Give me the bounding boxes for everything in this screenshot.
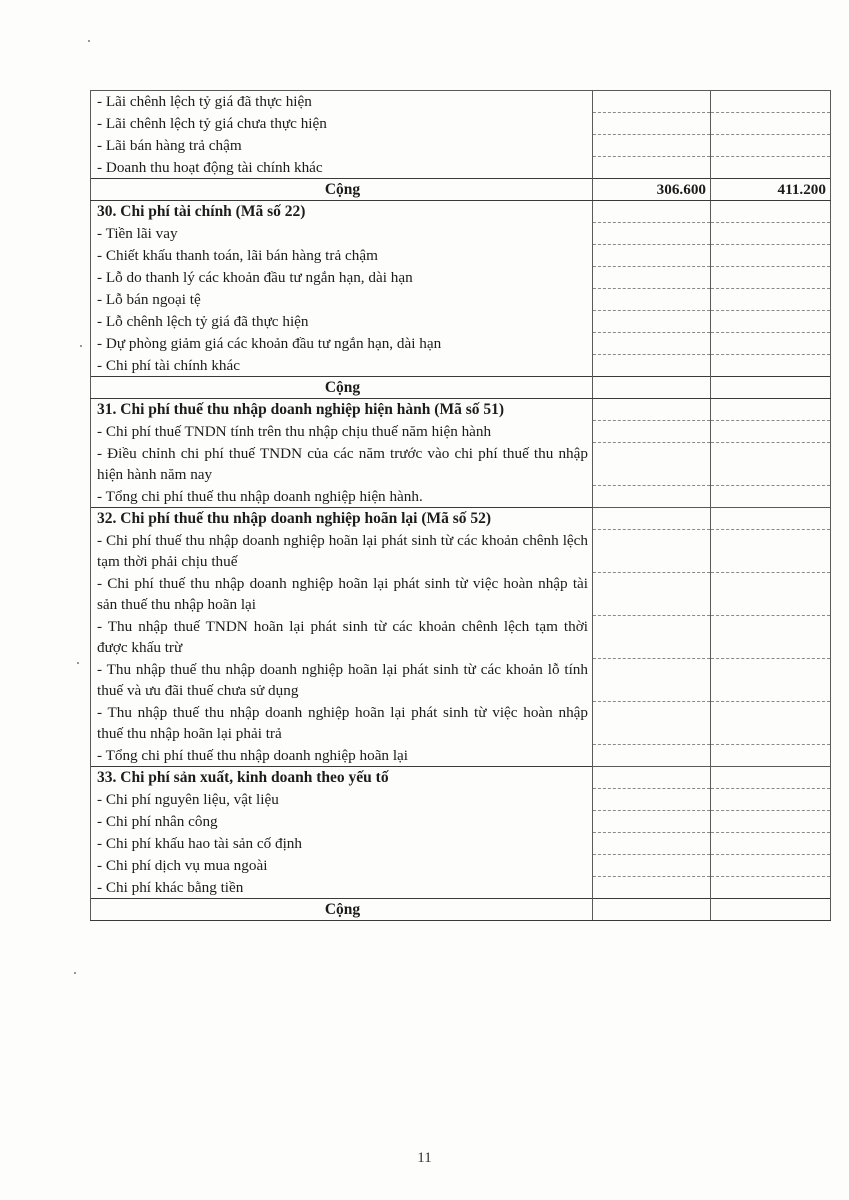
value-cell-current <box>593 855 711 877</box>
value-cell-current <box>593 311 711 333</box>
value-cell-current <box>593 267 711 289</box>
value-cell-previous <box>711 355 831 377</box>
row-label: - Lãi chênh lệch tỷ giá chưa thực hiện <box>91 113 593 135</box>
page-number: 11 <box>417 1150 432 1166</box>
row-label: - Chi phí nguyên liệu, vật liệu <box>91 789 593 811</box>
total-row <box>91 377 831 399</box>
row-label: - Lỗ bán ngoại tệ <box>91 289 593 311</box>
value-cell-previous <box>711 659 831 702</box>
total-label: Cộng <box>91 377 593 399</box>
value-cell-current <box>593 355 711 377</box>
total-label: Cộng <box>91 899 593 921</box>
value-cell-current <box>593 113 711 135</box>
value-cell-current <box>593 702 711 745</box>
value-cell-previous <box>711 421 831 443</box>
table-row <box>91 745 831 767</box>
table-row <box>91 811 831 833</box>
row-label: - Lãi bán hàng trả chậm <box>91 135 593 157</box>
value-cell-current <box>593 877 711 899</box>
value-cell-current <box>593 443 711 486</box>
value-cell-previous <box>711 135 831 157</box>
value-cell-current <box>593 616 711 659</box>
table-row <box>91 113 831 135</box>
row-label: - Doanh thu hoạt động tài chính khác <box>91 157 593 179</box>
value-cell-current <box>593 789 711 811</box>
value-cell-current <box>593 91 711 113</box>
row-label: - Thu nhập thuế thu nhập doanh nghiệp hoãn lại phát sinh từ việc hoàn nhập thuế thu nhập hoãn lại phải trả <box>91 702 593 745</box>
scan-speck <box>77 662 79 664</box>
table-row <box>91 702 831 745</box>
row-label: - Chi phí nhân công <box>91 811 593 833</box>
row-label: - Lỗ do thanh lý các khoản đầu tư ngắn hạn, dài hạn <box>91 267 593 289</box>
row-label: - Chi phí khác bằng tiền <box>91 877 593 899</box>
row-label: - Thu nhập thuế TNDN hoãn lại phát sinh từ các khoản chênh lệch tạm thời được khấu trừ <box>91 616 593 659</box>
total-value-previous <box>711 377 831 399</box>
total-value-current <box>593 377 711 399</box>
table-row <box>91 223 831 245</box>
table-row <box>91 833 831 855</box>
value-cell-previous <box>711 289 831 311</box>
row-label: - Chi phí tài chính khác <box>91 355 593 377</box>
section-heading-row <box>91 508 831 530</box>
value-cell-previous <box>711 267 831 289</box>
row-label: - Tiền lãi vay <box>91 223 593 245</box>
table-row <box>91 245 831 267</box>
total-label: Cộng <box>91 179 593 201</box>
row-label: - Lỗ chênh lệch tỷ giá đã thực hiện <box>91 311 593 333</box>
value-cell-current <box>593 745 711 767</box>
table-row <box>91 789 831 811</box>
value-cell-previous <box>711 573 831 616</box>
value-cell-previous <box>711 201 831 223</box>
table-row <box>91 135 831 157</box>
value-cell-previous <box>711 855 831 877</box>
row-label: - Thu nhập thuế thu nhập doanh nghiệp hoãn lại phát sinh từ các khoản lỗ tính thuế và ưu đãi thuế chưa sử dụng <box>91 659 593 702</box>
financial-notes-table <box>90 90 831 921</box>
value-cell-current <box>593 659 711 702</box>
total-value-previous: 411.200 <box>711 179 831 201</box>
total-value-previous <box>711 899 831 921</box>
value-cell-previous <box>711 399 831 421</box>
section-heading: 32. Chi phí thuế thu nhập doanh nghiệp hoãn lại (Mã số 52) <box>91 508 593 530</box>
table-row <box>91 530 831 573</box>
table-row <box>91 659 831 702</box>
value-cell-previous <box>711 767 831 789</box>
row-label: - Lãi chênh lệch tỷ giá đã thực hiện <box>91 91 593 113</box>
row-label: - Điều chỉnh chi phí thuế TNDN của các năm trước vào chi phí thuế thu nhập hiện hành năm nay <box>91 443 593 486</box>
row-label: - Tổng chi phí thuế thu nhập doanh nghiệp hoãn lại <box>91 745 593 767</box>
value-cell-previous <box>711 702 831 745</box>
value-cell-previous <box>711 157 831 179</box>
table-row <box>91 443 831 486</box>
row-label: - Dự phòng giảm giá các khoản đầu tư ngắn hạn, dài hạn <box>91 333 593 355</box>
value-cell-current <box>593 399 711 421</box>
value-cell-previous <box>711 311 831 333</box>
value-cell-previous <box>711 91 831 113</box>
table-row <box>91 573 831 616</box>
table-row <box>91 157 831 179</box>
value-cell-current <box>593 811 711 833</box>
value-cell-current <box>593 157 711 179</box>
row-label: - Chi phí thuế TNDN tính trên thu nhập chịu thuế năm hiện hành <box>91 421 593 443</box>
total-row <box>91 899 831 921</box>
value-cell-current <box>593 201 711 223</box>
scan-speck <box>88 40 90 42</box>
scan-speck <box>74 972 76 974</box>
value-cell-current <box>593 508 711 530</box>
section-heading: 33. Chi phí sản xuất, kinh doanh theo yếu tố <box>91 767 593 789</box>
total-row <box>91 179 831 201</box>
value-cell-previous <box>711 223 831 245</box>
row-label: - Chi phí thuế thu nhập doanh nghiệp hoãn lại phát sinh từ các khoản chênh lệch tạm thời phải chịu thuế <box>91 530 593 573</box>
value-cell-current <box>593 289 711 311</box>
value-cell-current <box>593 421 711 443</box>
value-cell-previous <box>711 333 831 355</box>
value-cell-previous <box>711 877 831 899</box>
row-label: - Chiết khấu thanh toán, lãi bán hàng trả chậm <box>91 245 593 267</box>
section-heading: 30. Chi phí tài chính (Mã số 22) <box>91 201 593 223</box>
value-cell-current <box>593 573 711 616</box>
value-cell-previous <box>711 745 831 767</box>
row-label: - Chi phí dịch vụ mua ngoài <box>91 855 593 877</box>
table-row <box>91 355 831 377</box>
value-cell-previous <box>711 789 831 811</box>
table-row <box>91 311 831 333</box>
value-cell-current <box>593 245 711 267</box>
section-heading: 31. Chi phí thuế thu nhập doanh nghiệp hiện hành (Mã số 51) <box>91 399 593 421</box>
table-row <box>91 91 831 113</box>
table-row <box>91 486 831 508</box>
section-heading-row <box>91 399 831 421</box>
value-cell-current <box>593 333 711 355</box>
value-cell-previous <box>711 245 831 267</box>
row-label: - Chi phí thuế thu nhập doanh nghiệp hoãn lại phát sinh từ việc hoàn nhập tài sản thuế thu nhập hoãn lại <box>91 573 593 616</box>
value-cell-previous <box>711 616 831 659</box>
scan-speck <box>80 345 82 347</box>
total-value-current <box>593 899 711 921</box>
value-cell-current <box>593 223 711 245</box>
table-row <box>91 877 831 899</box>
value-cell-current <box>593 833 711 855</box>
section-heading-row <box>91 767 831 789</box>
value-cell-previous <box>711 443 831 486</box>
table-row <box>91 616 831 659</box>
row-label: - Tổng chi phí thuế thu nhập doanh nghiệp hiện hành. <box>91 486 593 508</box>
table-row <box>91 421 831 443</box>
table-row <box>91 267 831 289</box>
row-label: - Chi phí khấu hao tài sản cố định <box>91 833 593 855</box>
value-cell-current <box>593 135 711 157</box>
value-cell-previous <box>711 508 831 530</box>
value-cell-previous <box>711 113 831 135</box>
value-cell-current <box>593 767 711 789</box>
total-value-current: 306.600 <box>593 179 711 201</box>
value-cell-current <box>593 530 711 573</box>
value-cell-previous <box>711 811 831 833</box>
value-cell-current <box>593 486 711 508</box>
table-row <box>91 333 831 355</box>
section-heading-row <box>91 201 831 223</box>
value-cell-previous <box>711 530 831 573</box>
table-row <box>91 289 831 311</box>
value-cell-previous <box>711 486 831 508</box>
table-row <box>91 855 831 877</box>
value-cell-previous <box>711 833 831 855</box>
